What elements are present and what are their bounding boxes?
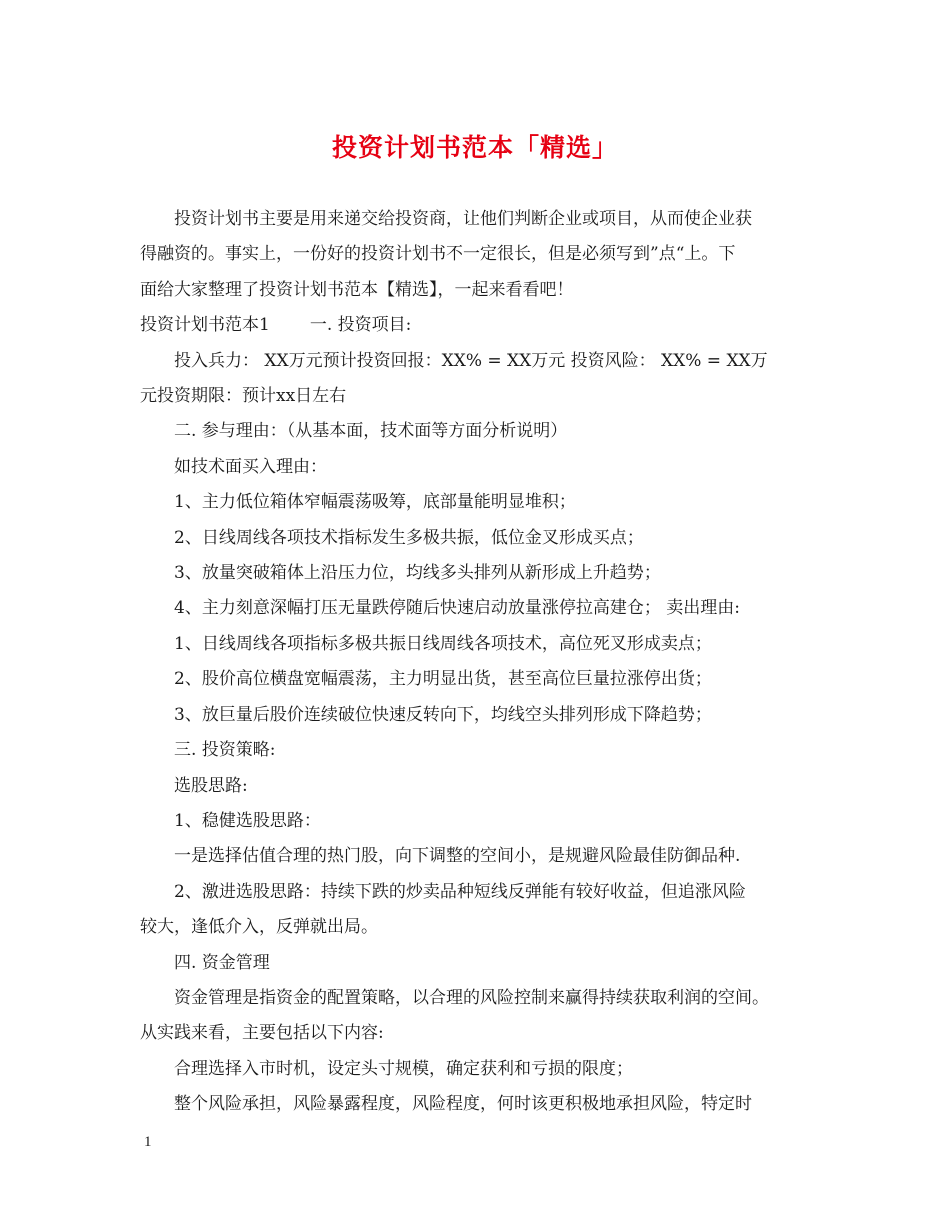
page-number: 1 [144, 1134, 152, 1150]
paragraph-line: 元投资期限：预计xx日左右 [140, 386, 347, 407]
document-body [140, 202, 820, 1123]
subheading: 如技术面买入理由： [174, 456, 327, 477]
list-item: 3、放量突破箱体上沿压力位，均线多头排列从新形成上升趋势； [174, 563, 661, 584]
list-item: 1、稳健选股思路： [174, 810, 321, 831]
list-item: 2、股价高位横盘宽幅震荡，主力明显出货，甚至高位巨量拉涨停出货； [174, 669, 712, 690]
document-title: 投资计划书范本「精选」 [331, 133, 618, 162]
paragraph-line: 合理选择入市时机，设定头寸规模，确定获利和亏损的限度； [174, 1058, 633, 1079]
paragraph-line: 整个风险承担，风险暴露程度，风险程度，何时该更积极地承担风险，特定时 [174, 1094, 752, 1115]
list-item: 3、放巨量后股价连续破位快速反转向下，均线空头排列形成下降趋势； [174, 704, 712, 725]
list-item: 2、激进选股思路：持续下跌的炒卖品种短线反弹能有较好收益，但追涨风险 [174, 881, 746, 902]
section-heading-line [140, 308, 820, 343]
section-heading: 投资计划书范本1 [140, 315, 270, 336]
paragraph-line: 资金管理是指资金的配置策略，以合理的风险控制来赢得持续获取利润的空间。 [174, 987, 769, 1008]
paragraph-line: 一是选择估值合理的热门股，向下调整的空间小，是规避风险最佳防御品种. [174, 846, 741, 867]
subheading: 二. 参与理由：（从基本面，技术面等方面分析说明） [174, 421, 568, 442]
intro-line: 面给大家整理了投资计划书范本【精选】，一起来看看吧！ [140, 279, 574, 300]
list-item: 4、主力刻意深幅打压无量跌停随后快速启动放量涨停拉高建仓； 卖出理由: [174, 598, 740, 619]
intro-line: 得融资的。事实上，一份好的投资计划书不一定很长，但是必须写到”点“上。下 [140, 244, 736, 265]
subheading: 三. 投资策略: [174, 740, 276, 761]
list-item: 2、日线周线各项技术指标发生多极共振，低位金叉形成买点； [174, 527, 644, 548]
section-item: 一. 投资项目: [309, 315, 412, 336]
paragraph-line: 较大，逢低介入，反弹就出局。 [140, 917, 378, 938]
paragraph-line: 从实践来看，主要包括以下内容: [140, 1023, 384, 1044]
list-item: 1、主力低位箱体窄幅震荡吸筹，底部量能明显堆积； [174, 492, 576, 513]
subheading: 选股思路: [174, 775, 248, 796]
paragraph-line: 投入兵力： XX万元预计投资回报：XX% = XX万元 投资风险： XX% = XX万 [174, 350, 768, 371]
list-item: 1、日线周线各项指标多极共振日线周线各项技术，高位死叉形成卖点； [174, 633, 712, 654]
intro-line: 投资计划书主要是用来递交给投资商，让他们判断企业或项目，从而使企业获 [174, 209, 752, 229]
subheading: 四. 资金管理 [174, 952, 270, 973]
